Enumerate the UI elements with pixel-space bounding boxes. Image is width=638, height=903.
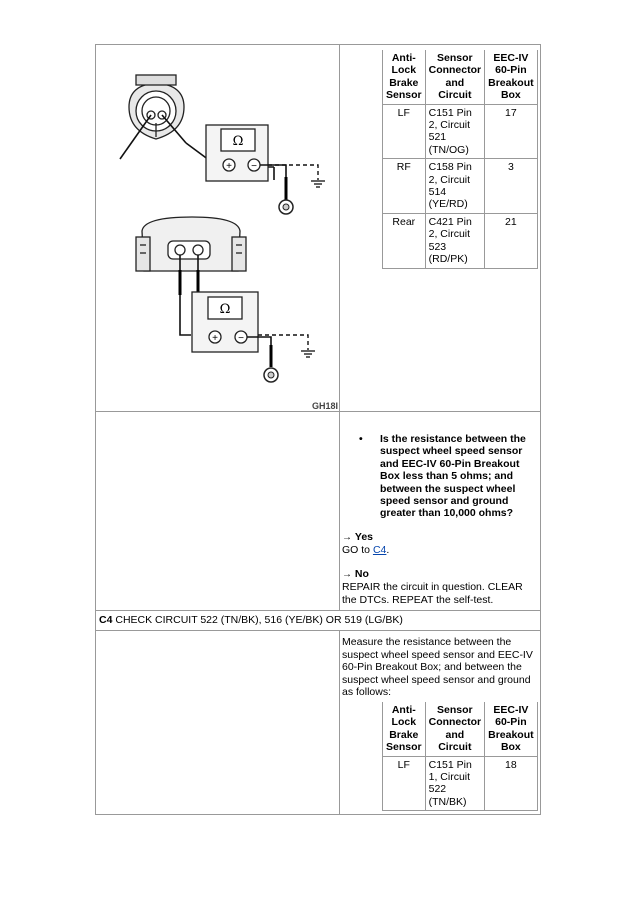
column-divider-bottom [339, 630, 340, 815]
ground-symbol-bottom [301, 351, 315, 357]
step-title: CHECK CIRCUIT 522 (TN/BK), 516 (YE/BK) OR 519 (LG/BK) [112, 614, 403, 626]
col-header-connector: Sensor Connector and Circuit [425, 702, 485, 756]
table-header-row [383, 50, 538, 104]
cell-connector: C158 Pin 2, Circuit 514 (YE/RD) [425, 159, 485, 214]
col-header-breakout: EEC-IV 60-Pin Breakout Box [485, 50, 538, 104]
cell-pin: 21 [485, 213, 538, 268]
row-divider-1 [95, 411, 541, 412]
sensor-table-2 [382, 702, 538, 811]
wiring-diagram [96, 45, 339, 411]
table-row [383, 756, 538, 811]
table-row [383, 104, 538, 159]
row-divider-2 [95, 610, 541, 611]
cell-sensor: LF [383, 756, 426, 811]
ohmmeter-bottom [192, 292, 258, 352]
col-header-sensor: Anti- Lock Brake Sensor [383, 50, 426, 104]
question-text: Is the resistance between the suspect wheel speed sensor and EEC-IV 60-Pin Breakout Box less than 5 ohms; and between the suspect wheel speed sensor and ground greater than 10,000 ohms? [380, 433, 526, 520]
cell-pin: 18 [485, 756, 538, 811]
bullet-icon: • [359, 433, 363, 445]
column-divider-top [339, 44, 340, 610]
row-divider-3 [95, 630, 541, 631]
ground-symbol-top [311, 181, 325, 187]
table-row [383, 159, 538, 214]
answer-yes [342, 531, 389, 557]
step-heading [99, 614, 403, 626]
svg-text:−: − [251, 161, 257, 172]
table-row [383, 213, 538, 268]
arrow-right-icon: → [342, 532, 352, 543]
answer-no [342, 568, 538, 606]
cell-sensor: Rear [383, 213, 426, 268]
yes-label: Yes [354, 531, 374, 543]
ohm-symbol-bottom: Ω [219, 302, 231, 317]
svg-text:−: − [238, 333, 244, 344]
col-header-sensor: Anti- Lock Brake Sensor [383, 702, 426, 756]
cell-pin: 3 [485, 159, 538, 214]
rear-sensor-connector-icon [136, 217, 246, 271]
svg-text:+: + [212, 333, 218, 344]
col-header-breakout: EEC-IV 60-Pin Breakout Box [485, 702, 538, 756]
go-to-c4-link[interactable]: C4 [372, 544, 387, 557]
yes-action-suffix: . [386, 544, 390, 557]
svg-text:+: + [226, 161, 232, 172]
no-label: No [354, 568, 369, 580]
cell-connector: C151 Pin 1, Circuit 522 (TN/BK) [425, 756, 485, 811]
table-header-row [383, 702, 538, 756]
col-header-connector: Sensor Connector and Circuit [425, 50, 485, 104]
step-id: C4 [99, 614, 113, 626]
step-instruction: Measure the resistance between the suspect wheel speed sensor and EEC-IV 60-Pin Breakout Box; and between the suspect wheel speed sensor and ground as follows: [342, 636, 533, 699]
cell-pin: 17 [485, 104, 538, 159]
cell-sensor: LF [383, 104, 426, 159]
yes-action-prefix: GO to [342, 544, 373, 557]
cell-connector: C151 Pin 2, Circuit 521 (TN/OG) [425, 104, 485, 159]
sensor-table-1 [382, 50, 538, 269]
round-sensor-icon [129, 75, 184, 139]
no-action-text: REPAIR the circuit in question. CLEAR the DTCs. REPEAT the self-test. [342, 581, 523, 606]
cell-connector: C421 Pin 2, Circuit 523 (RD/PK) [425, 213, 485, 268]
cell-sensor: RF [383, 159, 426, 214]
arrow-right-icon: → [342, 569, 352, 580]
figure-id: GH18I [312, 401, 339, 411]
ohm-symbol-top: Ω [232, 134, 244, 149]
